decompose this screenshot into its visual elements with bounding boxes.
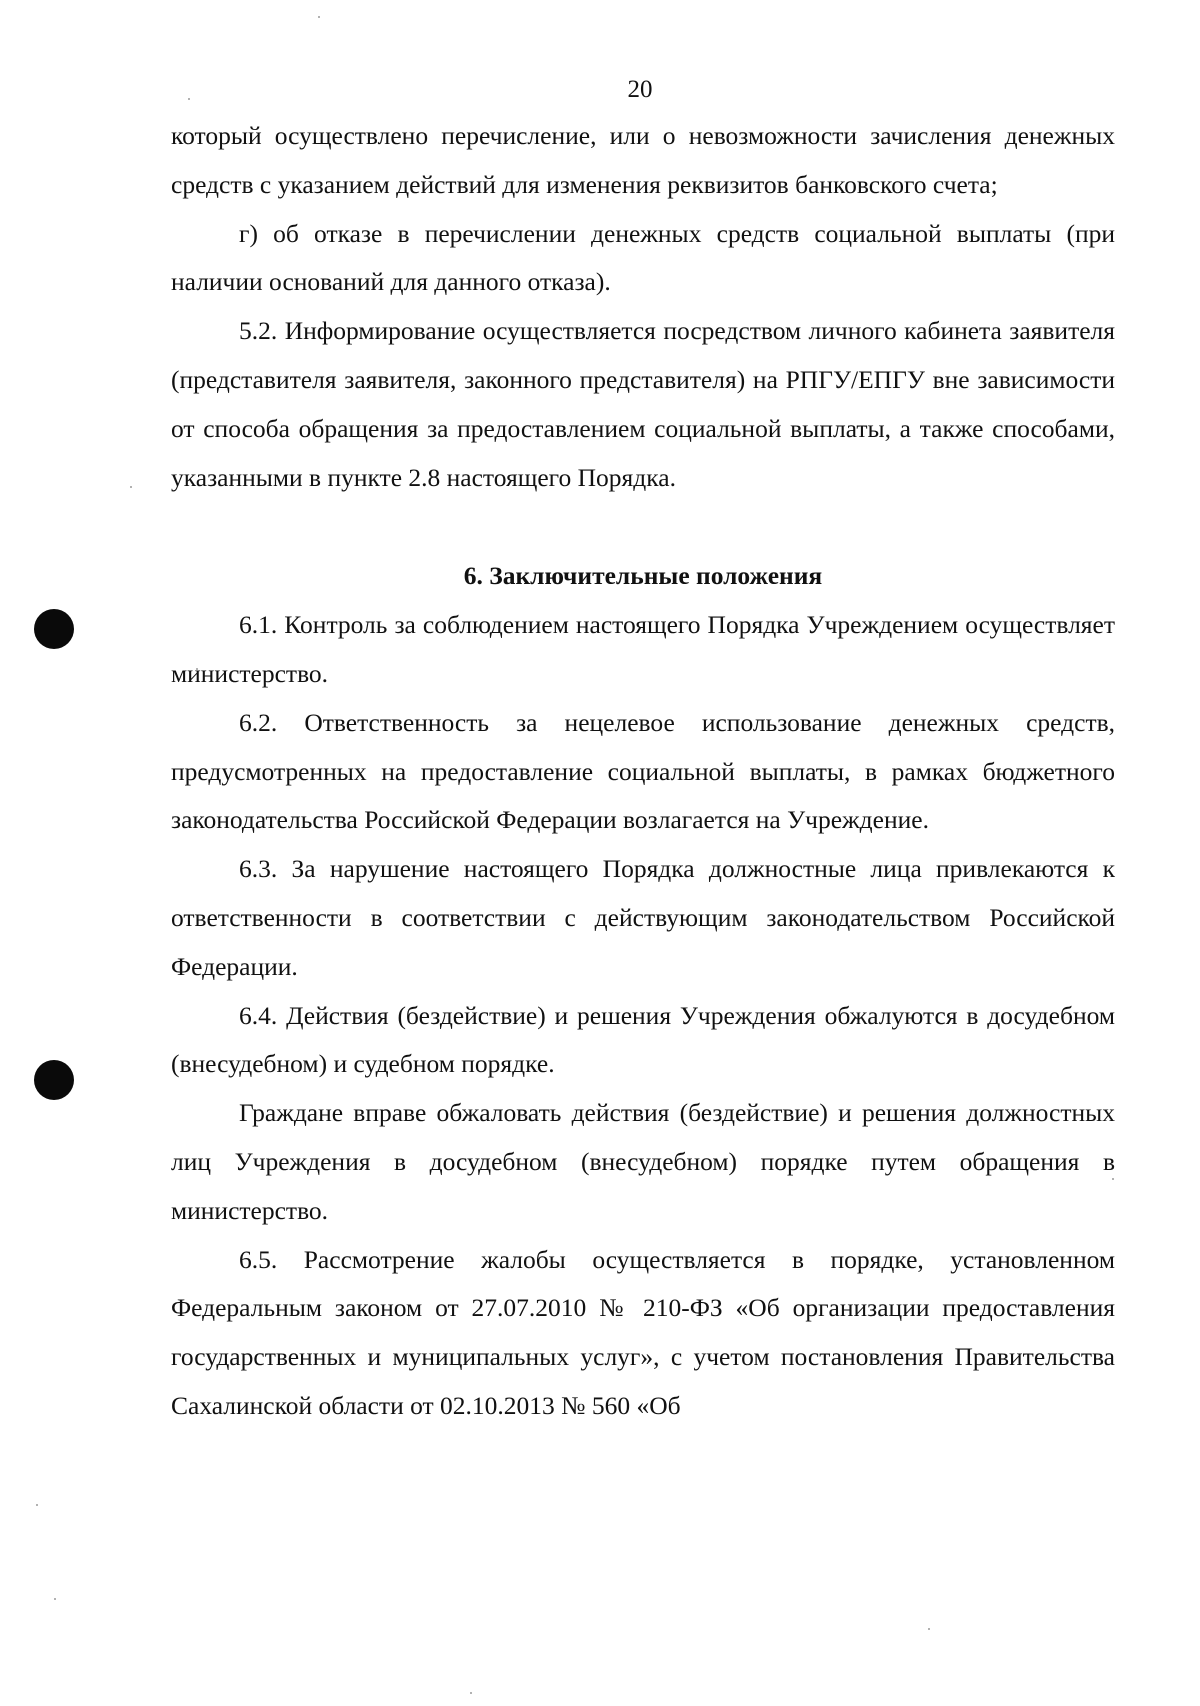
- scan-speck: [928, 1628, 930, 1630]
- scan-speck: [54, 1598, 56, 1600]
- scan-speck: [130, 486, 132, 488]
- document-body: [171, 112, 1115, 1431]
- body-paragraph: 6.2. Ответственность за нецелевое использование денежных средств, предусмотренных на предоставление социальной выплаты, в рамках бюджетного законодательства Российской Федерации возлагается на Учреждение.: [171, 707, 1115, 835]
- punch-hole-mark: [34, 609, 74, 649]
- section-heading: 6. Заключительные положения: [463, 561, 823, 591]
- scan-speck: [470, 1692, 472, 1694]
- body-paragraph: 6.3. За нарушение настоящего Порядка должностные лица привлекаются к ответственности в соответствии с действующим законодательством Российской Федерации.: [171, 854, 1115, 981]
- scan-speck: [36, 1504, 38, 1506]
- page-number: 20: [627, 76, 653, 103]
- body-paragraph: Граждане вправе обжаловать действия (бездействие) и решения должностных лиц Учреждения в досудебном (внесудебном) порядке путем обращения в министерство.: [171, 1098, 1115, 1225]
- body-paragraph: который осуществлено перечисление, или о невозможности зачисления денежных средств с указанием действий для изменения реквизитов банковского счета;: [171, 121, 1115, 199]
- scan-speck: [318, 16, 320, 18]
- body-paragraph: 6.5. Рассмотрение жалобы осуществляется в порядке, установленном Федеральным законом от 27.07.2010 № 210-ФЗ «Об организации предоставления государственных и муниципальных услуг», с учетом постановления Правительства Сахалинской области от 02.10.2013 № 560 «Об: [171, 1244, 1115, 1420]
- body-paragraph: 6.4. Действия (бездействие) и решения Учреждения обжалуются в досудебном (внесудебном) и судебном порядке.: [171, 1000, 1115, 1079]
- body-paragraph: г) об отказе в перечислении денежных средств социальной выплаты (при наличии оснований для данного отказа).: [171, 218, 1115, 297]
- body-paragraph: 6.1. Контроль за соблюдением настоящего Порядка Учреждением осуществляет министерство.: [171, 610, 1115, 688]
- punch-hole-mark: [34, 1060, 74, 1100]
- body-paragraph: 5.2. Информирование осуществляется посредством личного кабинета заявителя (представителя заявителя, законного представителя) на РПГУ/ЕПГУ вне зависимости от способа обращения за предоставлением социальной выплаты, а также способами, указанными в пункте 2.8 настоящего Порядка.: [171, 316, 1115, 492]
